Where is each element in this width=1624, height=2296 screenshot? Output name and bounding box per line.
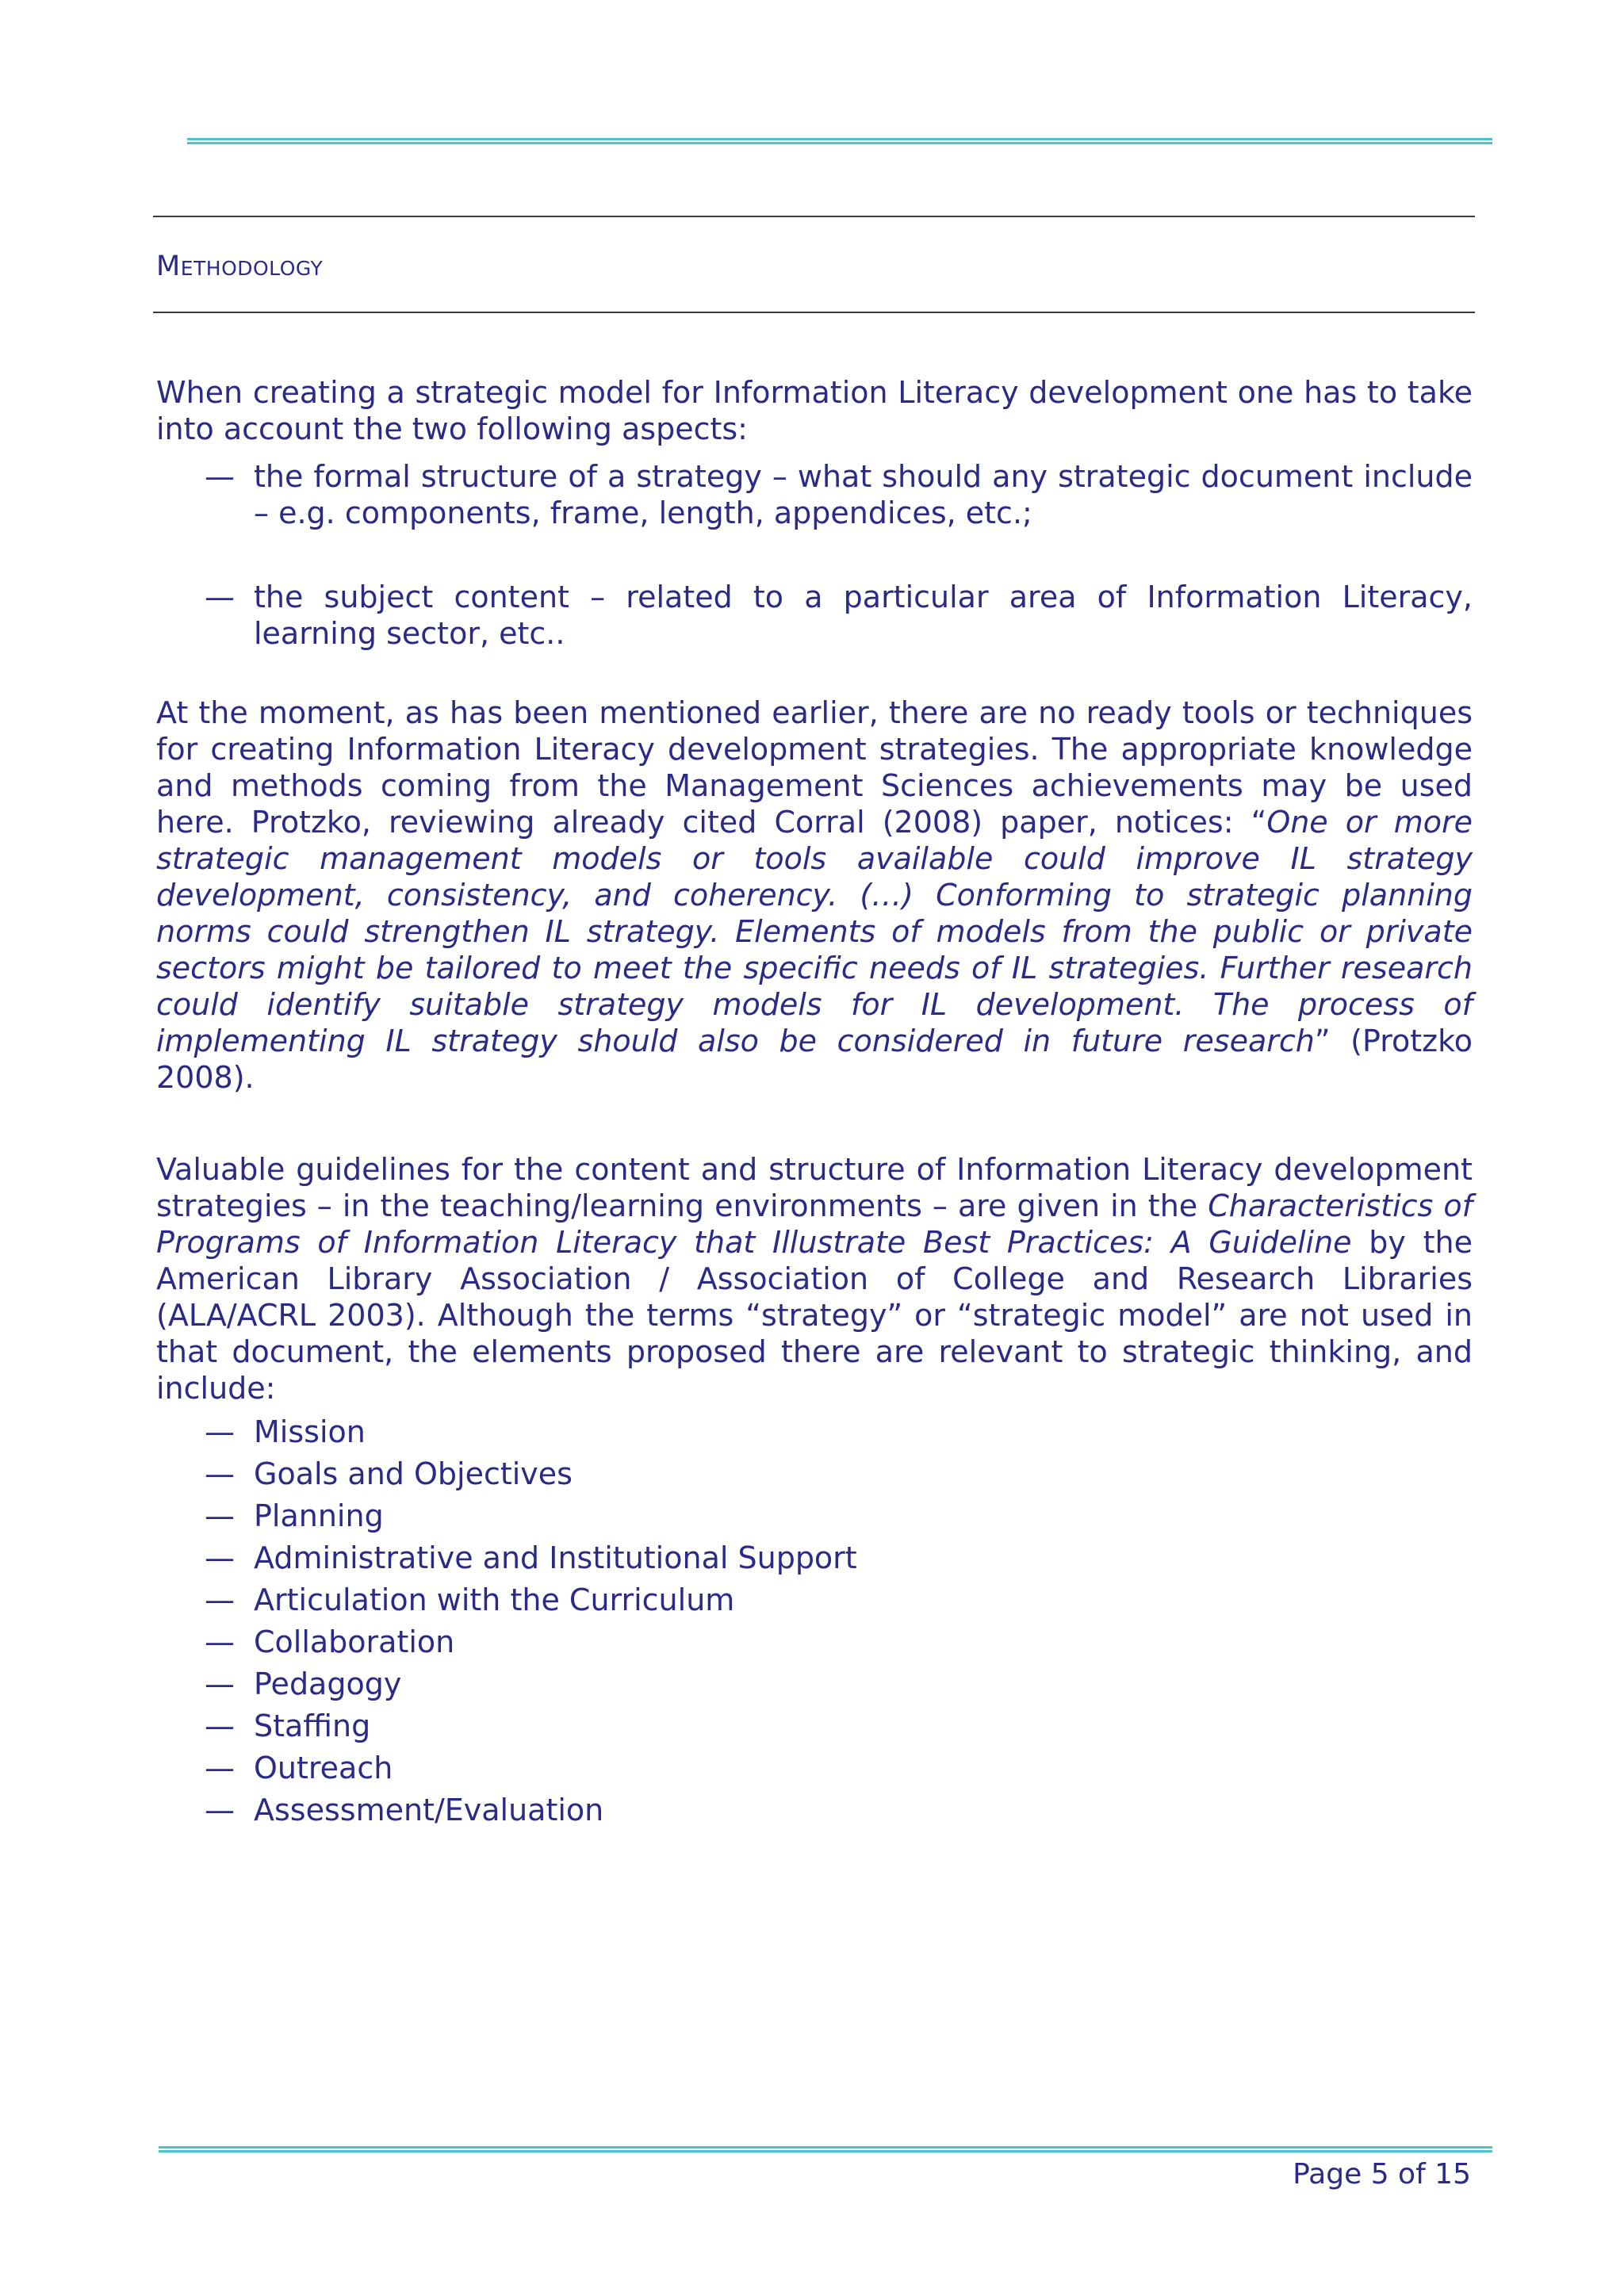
quoted-text: One or more strategic management models or tools available could improve IL strategy development, consistency, and coherency. (…) Conforming to strategic planning norms could strengthen IL strategy. Elements of models from the public or private sectors might be tailored to meet the specific needs of IL strategies. Further research could identify suitable strategy models for IL development. The process of implementing IL strategy should also be considered in future research bbox=[156, 805, 1473, 1058]
list-item-text: Mission bbox=[254, 1414, 366, 1449]
list-item bbox=[156, 1537, 1473, 1579]
list-item bbox=[156, 1579, 1473, 1621]
footer-double-rule bbox=[159, 2146, 1492, 2152]
dash-bullet: — bbox=[205, 1709, 235, 1743]
list-item-text: the formal structure of a strategy – what should any strategic document include – e.g. components, frame, length, appendices, etc.; bbox=[254, 459, 1473, 530]
dash-bullet: — bbox=[205, 1414, 235, 1449]
list-item-text: Goals and Objectives bbox=[254, 1456, 573, 1491]
list-item-text: Administrative and Institutional Support bbox=[254, 1540, 857, 1575]
dash-bullet: — bbox=[205, 1667, 235, 1701]
list-item-text: Assessment/Evaluation bbox=[254, 1793, 604, 1827]
list-item bbox=[156, 1747, 1473, 1789]
list-item bbox=[156, 1411, 1473, 1453]
dash-bullet: — bbox=[205, 459, 235, 494]
list-item-text: Planning bbox=[254, 1498, 384, 1533]
dash-bullet: — bbox=[205, 1751, 235, 1785]
list-item bbox=[156, 1663, 1473, 1705]
aspects-list bbox=[156, 458, 1473, 652]
list-item bbox=[156, 579, 1473, 652]
heading-top-rule bbox=[153, 216, 1475, 217]
strategy-paragraph bbox=[156, 695, 1473, 1096]
header-double-rule bbox=[187, 138, 1492, 144]
elements-list bbox=[156, 1411, 1473, 1831]
guidelines-paragraph bbox=[156, 1151, 1473, 1406]
paragraph-lead: Valuable guidelines for the content and structure of Information Literacy development strategies – in the teaching/learning environments – are given in the bbox=[156, 1152, 1473, 1223]
list-item bbox=[156, 1621, 1473, 1663]
dash-bullet: — bbox=[205, 580, 235, 614]
cited-title: Characteristics of Programs of Information Literacy that Illustrate Best Practices: A Guideline bbox=[156, 1188, 1473, 1260]
list-item-text: the subject content – related to a particular area of Information Literacy, learning sector, etc.. bbox=[254, 580, 1473, 651]
dash-bullet: — bbox=[205, 1582, 235, 1617]
intro-paragraph: When creating a strategic model for Information Literacy development one has to take into account the two following aspects: bbox=[156, 375, 1473, 446]
dash-bullet: — bbox=[205, 1456, 235, 1491]
list-item bbox=[156, 1705, 1473, 1747]
list-item-text: Collaboration bbox=[254, 1624, 455, 1659]
dash-bullet: — bbox=[205, 1498, 235, 1533]
section-heading: Methodology bbox=[156, 251, 324, 282]
body-content bbox=[156, 374, 1473, 1831]
heading-bottom-rule bbox=[153, 312, 1475, 313]
dash-bullet: — bbox=[205, 1793, 235, 1827]
paragraph-lead: At the moment, as has been mentioned earlier, there are no ready tools or techniques for creating Information Literacy development strategies. The appropriate knowledge and methods coming from the Management Sciences achievements may be used here. Protzko, reviewing already cited Corral (2008) paper, notices: “ bbox=[156, 695, 1473, 840]
paragraph-tail: ” (Protzko 2008). bbox=[156, 1024, 1473, 1095]
list-item bbox=[156, 458, 1473, 531]
list-item-text: Articulation with the Curriculum bbox=[254, 1582, 735, 1617]
dash-bullet: — bbox=[205, 1624, 235, 1659]
paragraph-tail: by the American Library Association / Association of College and Research Libraries (ALA/ACRL 2003). Although the terms “strategy” or “strategic model” are not used in that document, the elements proposed there are relevant to strategic thinking, and include: bbox=[156, 1225, 1473, 1406]
list-item-text: Pedagogy bbox=[254, 1667, 402, 1701]
dash-bullet: — bbox=[205, 1540, 235, 1575]
list-item bbox=[156, 1495, 1473, 1537]
list-item-text: Staffing bbox=[254, 1709, 371, 1743]
list-item bbox=[156, 1789, 1473, 1831]
list-item bbox=[156, 1453, 1473, 1495]
page-number: Page 5 of 15 bbox=[1293, 2158, 1471, 2191]
list-item-text: Outreach bbox=[254, 1751, 393, 1785]
